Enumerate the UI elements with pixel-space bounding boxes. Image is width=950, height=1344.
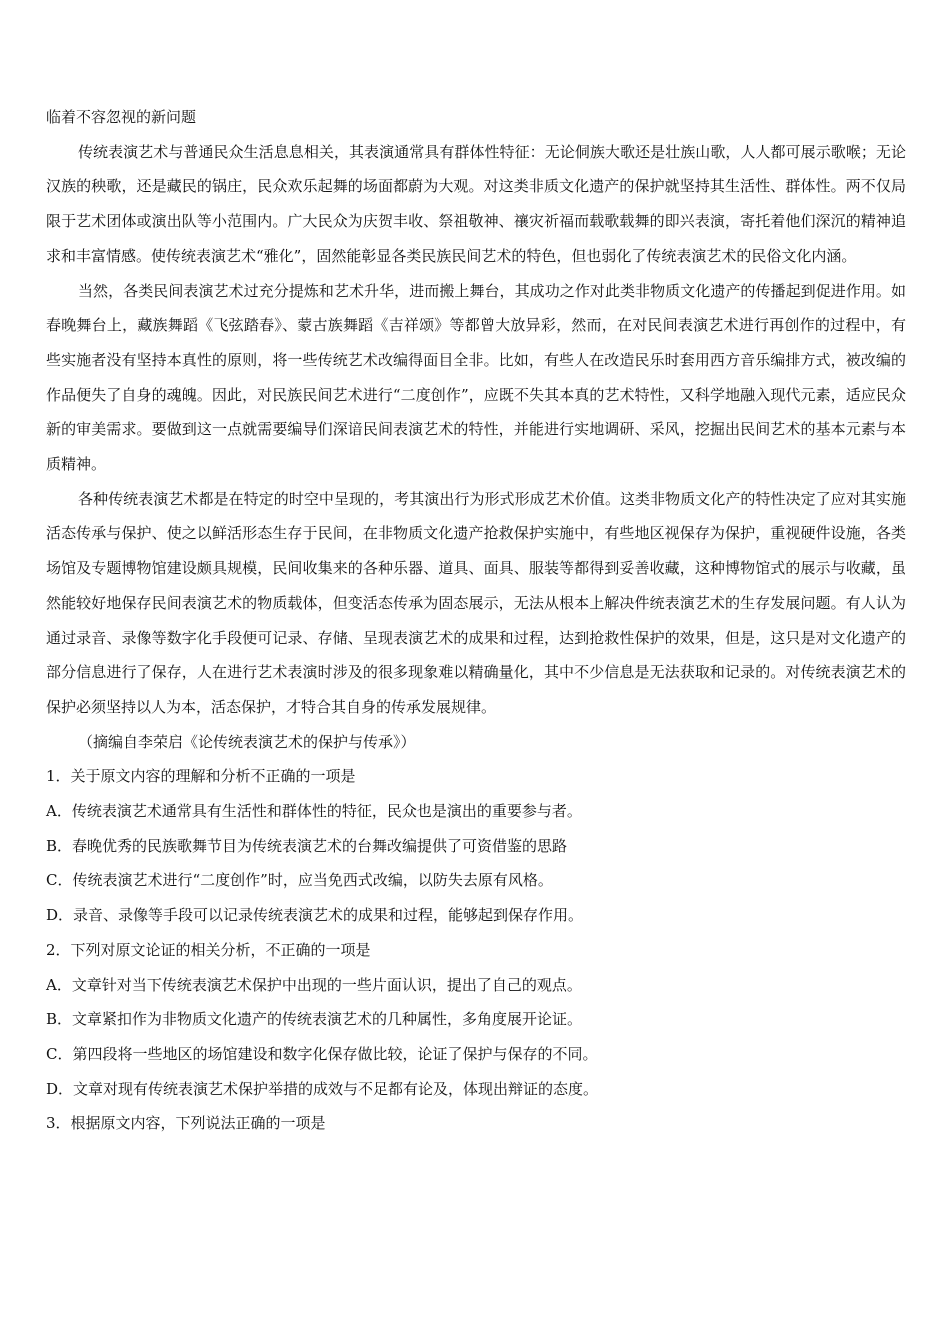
question-1: [46, 759, 906, 933]
question-1-option-c: C．传统表演艺术进行“二度创作”时，应当免西式改编，以防失去原有风格。: [46, 871, 553, 890]
source-note: （摘编自李荣启《论传统表演艺术的保护与传承》）: [78, 732, 416, 751]
question-2: [46, 933, 906, 1107]
paragraph-3: 各种传统表演艺术都是在特定的时空中呈现的，考其演出行为形式形成艺术价值。这类非物质文化产的特性决定了应对其实施活态传承与保护、使之以鲜活形态生存于民间，在非物质文化遗产抢救保护实施中，有些地区视保存为保护，重视硬件设施，各类场馆及专题博物馆建设颇具规模，民间收集来的各种乐器、道具、面具、服装等都得到妥善收藏，这种博物馆式的展示与收藏，虽然能较好地保存民间表演艺术的物质载体，但变活态传承为固态展示，无法从根本上解决件统表演艺术的生存发展问题。有人认为通过录音、录像等数字化手段便可记录、存储、呈现表演艺术的成果和过程，达到抢救性保护的效果，但是，这只是对文化遗产的部分信息进行了保存，人在进行艺术表演时涉及的很多现象难以精确量化，其中不少信息是无法获取和记录的。对传统表演艺术的保护必须坚持以人为本，活态保护，才特合其自身的传承发展规律。: [46, 489, 906, 716]
paragraph-2: 当然，各类民间表演艺术过充分提炼和艺术升华，进而搬上舞台，其成功之作对此类非物质文化遗产的传播起到促进作用。如春晚舞台上，藏族舞蹈《飞弦踏春》、蒙古族舞蹈《吉祥颂》等都曾大放异彩，然而，在对民间表演艺术进行再创作的过程中，有些实施者没有坚持本真性的原则，将一些传统艺术改编得面目全非。比如，有些人在改造民乐时套用西方音乐编排方式，被改编的作品便失了自身的魂魄。因此，对民族民间艺术进行“二度创作”，应既不失其本真的艺术特性，又科学地融入现代元素，适应民众新的审美需求。要做到这一点就需要编导们深谙民间表演艺术的特性，并能进行实地调研、采风，挖掘出民间艺术的基本元素与本质精神。: [46, 281, 906, 474]
question-2-option-b: B．文章紧扣作为非物质文化遗产的传统表演艺术的几种属性，多角度展开论证。: [46, 1010, 583, 1029]
question-2-option-d: D．文章对现有传统表演艺术保护举措的成效与不足都有论及，体现出辩证的态度。: [46, 1079, 599, 1098]
question-2-option-c: C．第四段将一些地区的场馆建设和数字化保存做比较，论证了保护与保存的不同。: [46, 1044, 598, 1063]
document-body: [46, 100, 906, 1141]
question-3-stem: 3．根据原文内容，下列说法正确的一项是: [46, 1114, 326, 1133]
question-1-option-a: A．传统表演艺术通常具有生活性和群体性的特征，民众也是演出的重要参与者。: [46, 802, 582, 821]
question-2-stem: 2．下列对原文论证的相关分析，不正确的一项是: [46, 940, 371, 959]
question-1-option-b: B．春晚优秀的民族歌舞节目为传统表演艺术的台舞改编提供了可资借鉴的思路: [46, 836, 568, 855]
question-1-option-d: D．录音、录像等手段可以记录传统表演艺术的成果和过程，能够起到保存作用。: [46, 906, 584, 925]
opening-line: 临着不容忽视的新问题: [46, 108, 197, 126]
question-3: [46, 1106, 906, 1141]
question-2-option-a: A．文章针对当下传统表演艺术保护中出现的一些片面认识，提出了自己的观点。: [46, 975, 582, 994]
paragraph-1: 传统表演艺术与普通民众生活息息相关，其表演通常具有群体性特征：无论侗族大歌还是壮族山歌，人人都可展示歌喉；无论汉族的秧歌，还是藏民的锅庄，民众欢乐起舞的场面都蔚为大观。对这类非质文化遗产的保护就坚持其生活性、群体性。两不仅局限于艺术团体或演出队等小范围内。广大民众为庆贺丰收、祭祖敬神、禳灾祈福而载歌载舞的即兴表演，寄托着他们深沉的精神追求和丰富情感。使传统表演艺术“雅化”，固然能彰显各类民族民间艺术的特色，但也弱化了传统表演艺术的民俗文化内涵。: [46, 142, 906, 265]
question-1-stem: 1．关于原文内容的理解和分析不正确的一项是: [46, 767, 356, 786]
